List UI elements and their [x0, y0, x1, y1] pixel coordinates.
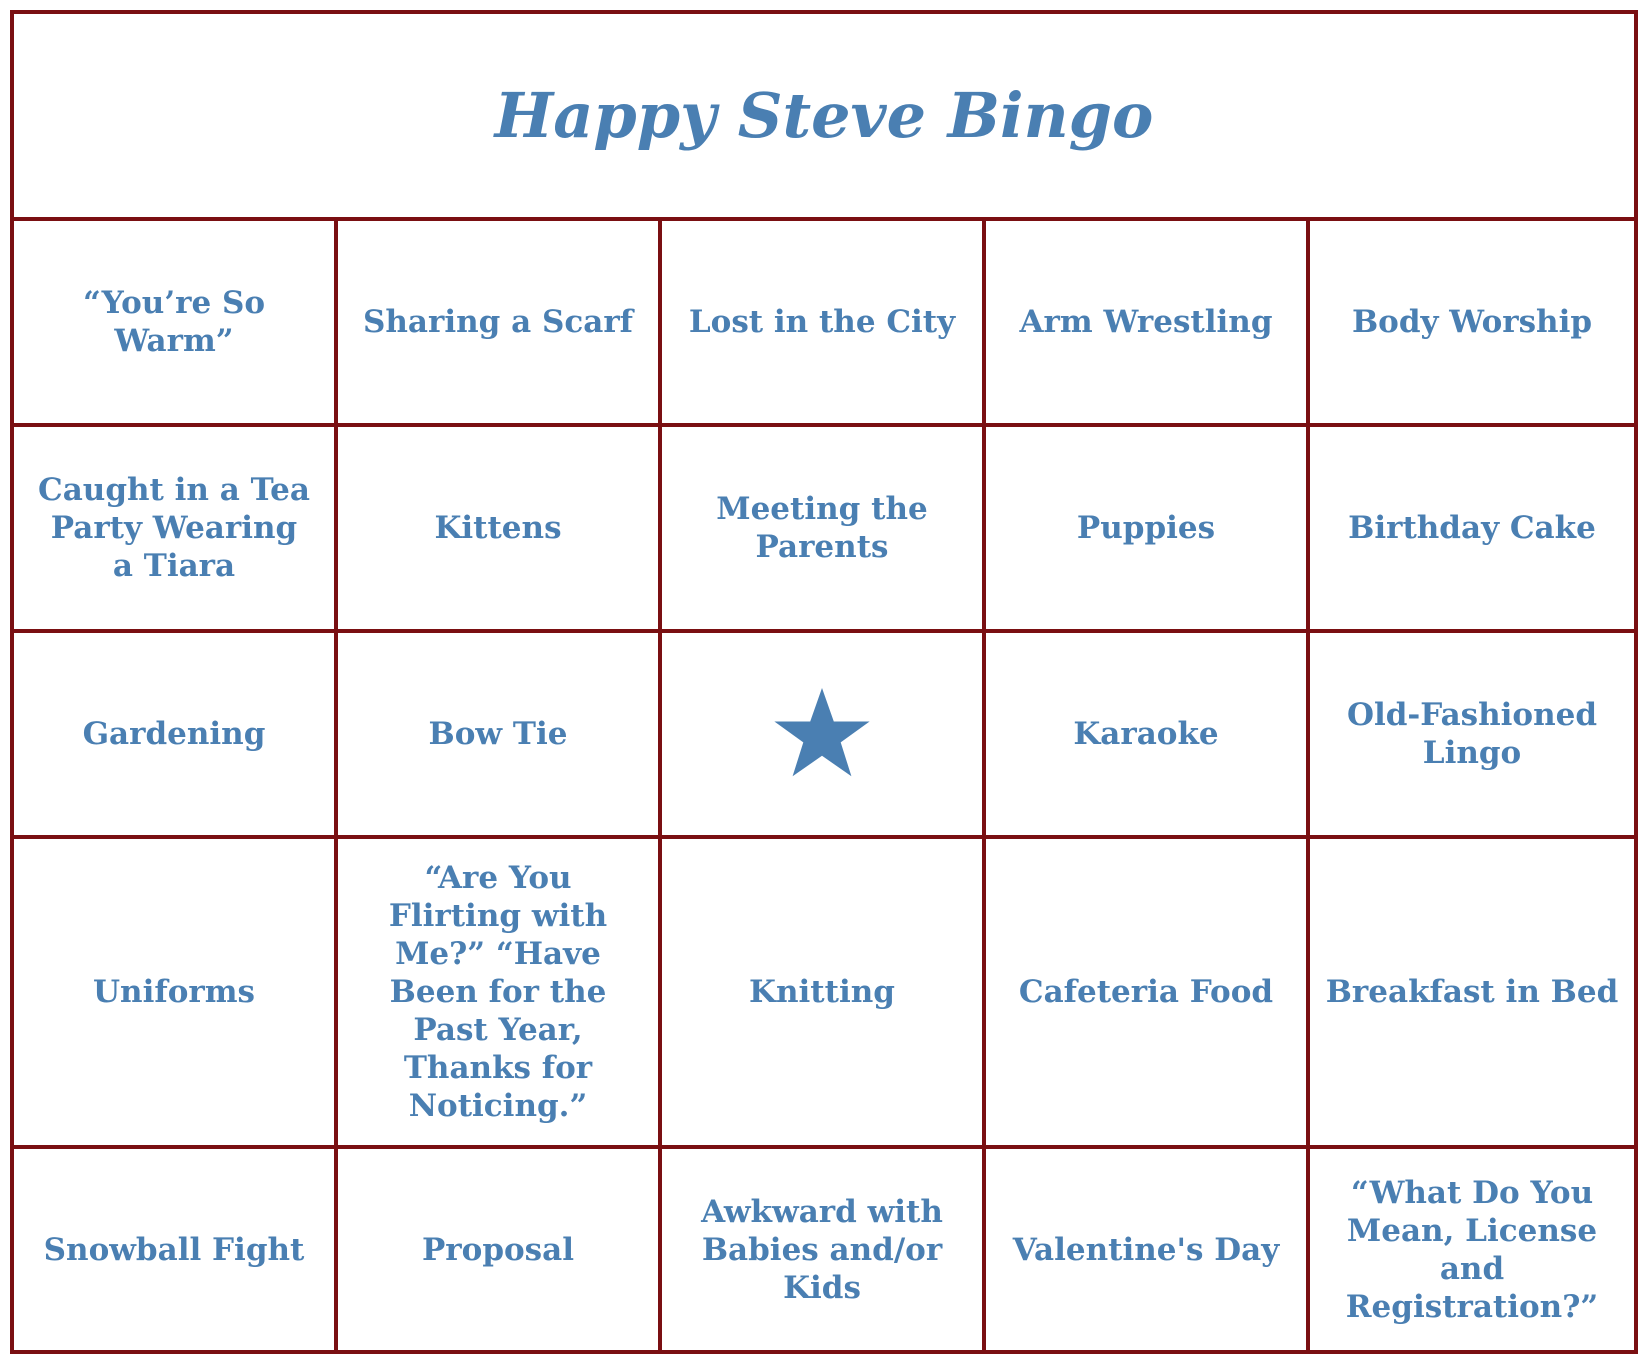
cell-label: Knitting — [749, 974, 895, 1010]
bingo-cell[interactable] — [14, 221, 338, 427]
bingo-cell[interactable] — [986, 427, 1310, 633]
cell-label: “You’re So Warm” — [82, 285, 266, 359]
bingo-cell[interactable] — [338, 839, 662, 1149]
cell-label: Birthday Cake — [1348, 510, 1596, 546]
cell-label: “What Do You Mean, License and Registration?” — [1345, 1174, 1599, 1325]
bingo-cell[interactable] — [1310, 1149, 1634, 1350]
free-space-cell[interactable] — [662, 633, 986, 839]
cell-label: Awkward with Babies and/or Kids — [701, 1193, 943, 1306]
cell-label: Cafeteria Food — [1018, 974, 1274, 1010]
cell-label: Gardening — [82, 716, 266, 752]
cell-label: Arm Wrestling — [1019, 304, 1273, 340]
bingo-cell[interactable] — [14, 427, 338, 633]
cell-label: Sharing a Scarf — [362, 304, 634, 340]
bingo-cell[interactable] — [986, 1149, 1310, 1350]
cell-label: Caught in a Tea Party Wearing a Tiara — [38, 472, 310, 584]
cell-label: Karaoke — [1073, 716, 1219, 752]
bingo-cell[interactable] — [14, 633, 338, 839]
cell-label: Proposal — [422, 1231, 574, 1268]
bingo-cell[interactable] — [338, 1149, 662, 1350]
bingo-cell[interactable] — [986, 221, 1310, 427]
bingo-cell[interactable] — [1310, 221, 1634, 427]
bingo-cell[interactable] — [1310, 427, 1634, 633]
cell-label: Snowball Fight — [43, 1231, 305, 1268]
bingo-cell[interactable] — [662, 1149, 986, 1350]
cell-label: Kittens — [434, 510, 562, 546]
bingo-cell[interactable] — [662, 839, 986, 1149]
cell-label: Lost in the City — [688, 304, 956, 340]
cell-label: Meeting the Parents — [716, 491, 928, 565]
cell-label: Old-Fashioned Lingo — [1346, 697, 1598, 771]
bingo-cell[interactable] — [986, 839, 1310, 1149]
bingo-cell[interactable] — [14, 839, 338, 1149]
bingo-cell[interactable] — [662, 221, 986, 427]
cell-label: “Are You Flirting with Me?” “Have Been for the Past Year, Thanks for Noticing.” — [388, 860, 608, 1124]
cell-label: Puppies — [1076, 510, 1216, 546]
page-title: Happy Steve Bingo — [494, 79, 1154, 152]
bingo-cell[interactable] — [1310, 839, 1634, 1149]
cell-label: Valentine's Day — [1012, 1231, 1280, 1268]
bingo-cell[interactable] — [338, 221, 662, 427]
bingo-cell[interactable] — [662, 427, 986, 633]
bingo-cell[interactable] — [14, 1149, 338, 1350]
bingo-board — [10, 10, 1638, 1354]
cell-label: Bow Tie — [428, 716, 568, 752]
cell-label: Uniforms — [93, 974, 255, 1010]
star-icon — [772, 686, 872, 782]
cell-label: Body Worship — [1351, 304, 1593, 340]
bingo-cell[interactable] — [338, 427, 662, 633]
bingo-cell[interactable] — [986, 633, 1310, 839]
bingo-cell[interactable] — [1310, 633, 1634, 839]
bingo-grid — [14, 221, 1634, 1350]
cell-label: Breakfast in Bed — [1325, 974, 1619, 1010]
bingo-cell[interactable] — [338, 633, 662, 839]
title-row — [14, 14, 1634, 221]
